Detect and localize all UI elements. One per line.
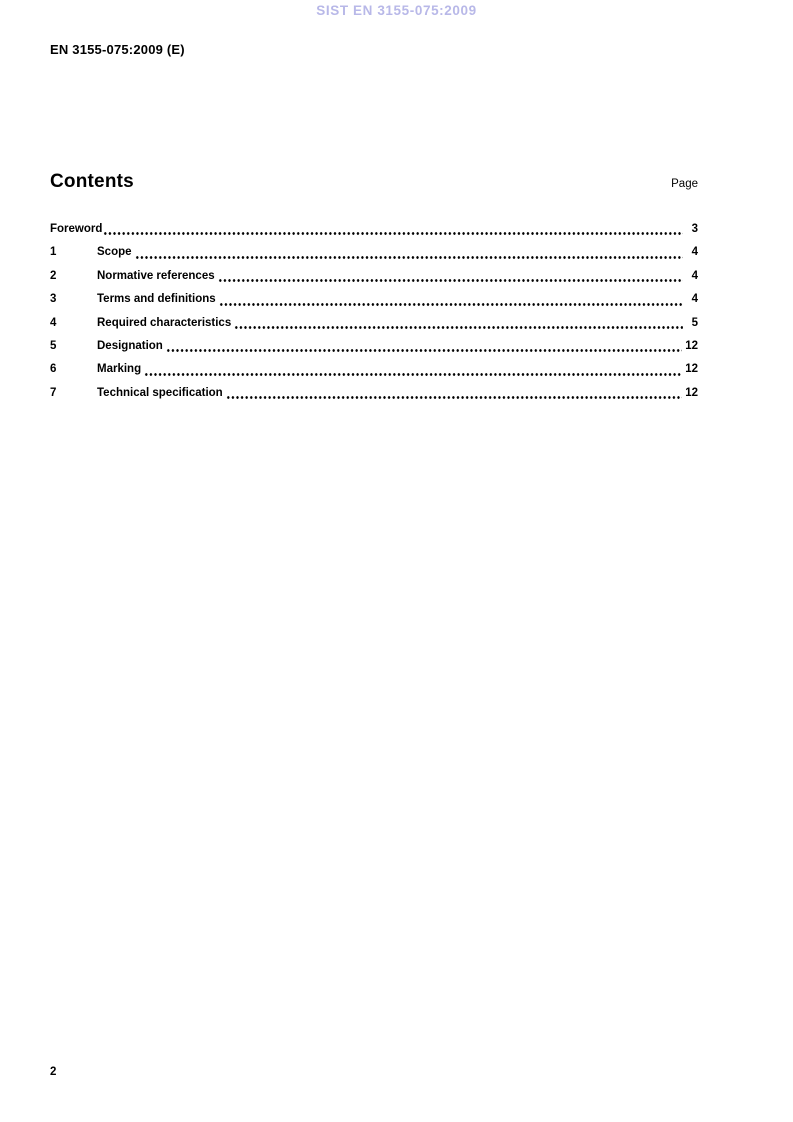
toc-entry-number: 3 [50,293,57,306]
toc-entry[interactable] [50,335,698,358]
toc-entry-title: Marking [97,363,142,376]
toc-entry-title: Technical specification [97,386,223,399]
watermark-header: SIST EN 3155-075:2009 [316,3,477,18]
toc-entry-title: Required characteristics [97,316,232,329]
toc-entry-page: 4 [691,293,698,306]
toc-entry[interactable] [50,218,698,241]
toc-entry-number: 6 [50,363,57,376]
dot-leader [226,382,683,405]
toc-entry[interactable] [50,241,698,264]
toc-entry-page: 4 [691,269,698,282]
contents-header [50,171,698,193]
toc-entry-page: 12 [685,386,698,399]
toc-entry[interactable] [50,358,698,381]
toc-entry-page: 12 [685,339,698,352]
toc-entry-number: 4 [50,316,57,329]
footer-page-number: 2 [50,1066,57,1078]
toc-entry[interactable] [50,265,698,288]
dot-leader [219,288,683,311]
page-column-label: Page [671,178,698,190]
dot-leader [234,312,683,335]
toc-entry-page: 5 [691,316,698,329]
toc-entry-title: Foreword [50,223,103,235]
dot-leader [144,358,682,381]
toc-entry-page: 4 [691,246,698,259]
toc-entry-number: 2 [50,269,57,282]
dot-leader [218,265,683,288]
dot-leader [166,335,682,358]
toc-entry-number: 1 [50,246,57,259]
toc-entry-number: 7 [50,386,57,399]
toc-entry-page: 12 [685,363,698,376]
toc-entry-page: 3 [691,223,698,235]
toc-entry-number: 5 [50,339,57,352]
dot-leader [135,241,683,264]
document-reference: EN 3155-075:2009 (E) [50,42,185,57]
toc-entry-title: Scope [97,246,132,259]
toc-entry[interactable] [50,312,698,335]
toc-entry-title: Normative references [97,269,215,282]
contents-title: Contents [50,171,134,192]
toc-entry-title: Terms and definitions [97,293,216,306]
toc-entry-title: Designation [97,339,163,352]
toc-entry[interactable] [50,382,698,405]
table-of-contents [50,218,698,405]
dot-leader [103,218,683,241]
toc-entry[interactable] [50,288,698,311]
